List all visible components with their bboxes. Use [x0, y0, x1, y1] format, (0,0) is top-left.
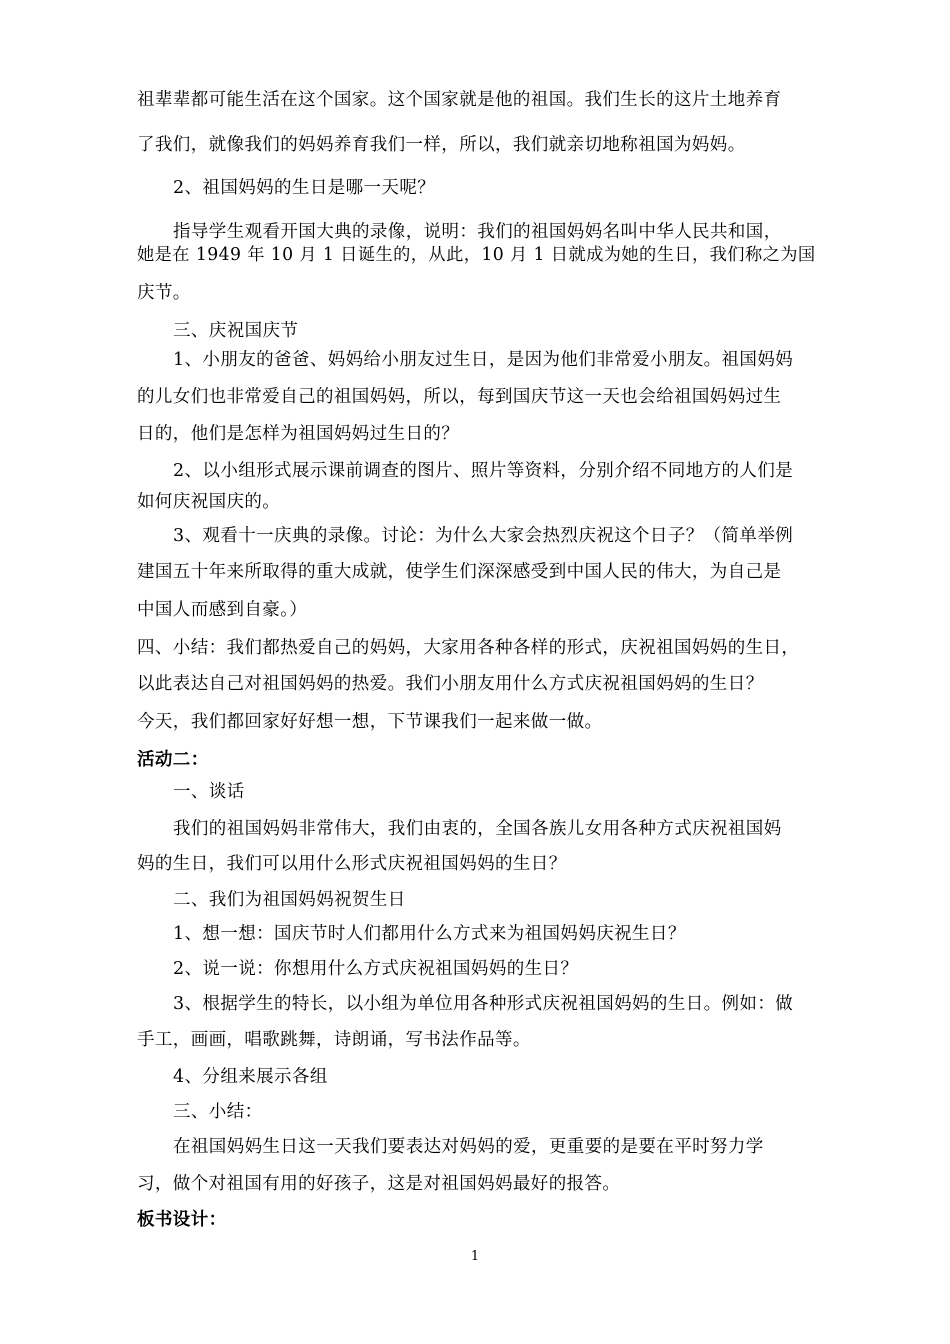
board-design-heading: 板书设计：	[137, 1210, 227, 1230]
paragraph-line: 手工，画画，唱歌跳舞，诗朗诵，写书法作品等。	[137, 1030, 531, 1050]
paragraph-line: 3、观看十一庆典的录像。讨论：为什么大家会热烈庆祝这个日子？（简单举例	[173, 526, 794, 546]
paragraph-line: 建国五十年来所取得的重大成就，使学生们深深感受到中国人民的伟大，为自己是	[137, 562, 782, 582]
paragraph-line: 我们的祖国妈妈非常伟大，我们由衷的，全国各族儿女用各种方式庆祝祖国妈	[173, 819, 782, 839]
section-heading: 一、谈话	[173, 782, 245, 802]
paragraph-line: 1、想一想：国庆节时人们都用什么方式来为祖国妈妈庆祝生日？	[173, 924, 686, 944]
paragraph-line: 4、分组来展示各组	[173, 1067, 328, 1087]
paragraph-line: 指导学生观看开国大典的录像，说明：我们的祖国妈妈名叫中华人民共和国，	[173, 222, 782, 242]
paragraph-line: 日的，他们是怎样为祖国妈妈过生日的？	[137, 424, 460, 444]
paragraph-line: 如何庆祝国庆的。	[137, 492, 281, 512]
paragraph-line: 庆节。	[137, 283, 191, 303]
paragraph-line: 2、以小组形式展示课前调查的图片、照片等资料，分别介绍不同地方的人们是	[173, 461, 794, 481]
paragraph-line: 妈的生日，我们可以用什么形式庆祝祖国妈妈的生日？	[137, 854, 567, 874]
paragraph-line: 的儿女们也非常爱自己的祖国妈妈，所以，每到国庆节这一天也会给祖国妈妈过生	[137, 387, 782, 407]
section-heading: 三、庆祝国庆节	[173, 321, 299, 341]
paragraph-line: 她是在 1949 年 10 月 1 日诞生的，从此，10 月 1 日就成为她的生日，我们称之为国	[137, 245, 816, 265]
activity-heading: 活动二：	[137, 750, 209, 770]
summary-line: 今天，我们都回家好好想一想，下节课我们一起来做一做。	[137, 712, 603, 732]
paragraph-line: 3、根据学生的特长，以小组为单位用各种形式庆祝祖国妈妈的生日。例如：做	[173, 994, 794, 1014]
paragraph-line: 2、说一说：你想用什么方式庆祝祖国妈妈的生日？	[173, 959, 579, 979]
paragraph-line: 习，做个对祖国有用的好孩子，这是对祖国妈妈最好的报答。	[137, 1174, 621, 1194]
section-heading: 二、我们为祖国妈妈祝贺生日	[173, 890, 406, 910]
paragraph-line: 在祖国妈妈生日这一天我们要表达对妈妈的爱，更重要的是要在平时努力学	[173, 1137, 764, 1157]
page-number: 1	[470, 1249, 480, 1264]
paragraph-line: 中国人而感到自豪。）	[137, 600, 308, 620]
summary-line: 以此表达自己对祖国妈妈的热爱。我们小朋友用什么方式庆祝祖国妈妈的生日？	[137, 674, 764, 694]
paragraph-line: 1、小朋友的爸爸、妈妈给小朋友过生日，是因为他们非常爱小朋友。祖国妈妈	[173, 350, 794, 370]
summary-line: 四、小结：我们都热爱自己的妈妈，大家用各种各样的形式，庆祝祖国妈妈的生日，	[137, 638, 800, 658]
section-heading: 三、小结：	[173, 1102, 263, 1122]
paragraph-line: 2、祖国妈妈的生日是哪一天呢？	[173, 178, 436, 198]
paragraph-line: 祖辈辈都可能生活在这个国家。这个国家就是他的祖国。我们生长的这片土地养育	[137, 90, 782, 110]
paragraph-line: 了我们，就像我们的妈妈养育我们一样，所以，我们就亲切地称祖国为妈妈。	[137, 135, 746, 155]
